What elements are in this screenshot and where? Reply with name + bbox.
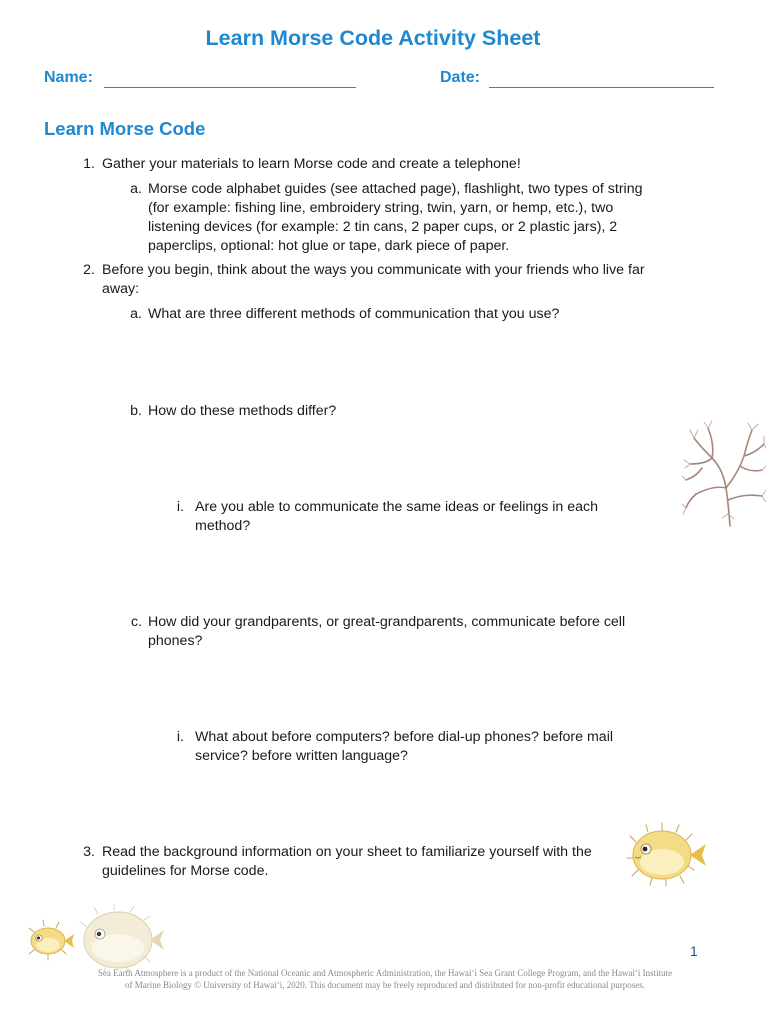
- item-number: 2.: [83, 262, 95, 278]
- coral-illustration: [682, 418, 766, 528]
- date-label: Date:: [440, 69, 481, 86]
- name-label: Name:: [44, 69, 93, 86]
- question-text: What are three different methods of communication that you use?: [148, 306, 560, 322]
- subitem-letter: a.: [130, 181, 142, 197]
- subitem-roman: i.: [176, 499, 184, 515]
- question-text: phones?: [148, 633, 203, 649]
- question-text: How did your grandparents, or great-grandparents, communicate before cell: [148, 614, 626, 630]
- item-number: 3.: [83, 844, 95, 860]
- question-text: service? before written language?: [195, 748, 408, 764]
- item-text: guidelines for Morse code.: [102, 863, 269, 879]
- section-heading: Learn Morse Code: [44, 118, 206, 139]
- item-text: Before you begin, think about the ways you communicate with your friends who live far: [102, 262, 645, 278]
- page-number: 1: [690, 943, 698, 959]
- name-field[interactable]: [104, 87, 356, 88]
- item-text: Gather your materials to learn Morse code and create a telephone!: [102, 156, 521, 172]
- date-field[interactable]: [489, 87, 714, 88]
- question-text: What about before computers? before dial-up phones? before mail: [195, 729, 613, 745]
- item-text: Read the background information on your sheet to familiarize yourself with the: [102, 844, 592, 860]
- subitem-text: listening devices (for example: 2 tin cans, 2 paper cups, or 2 plastic jars), 2: [148, 219, 618, 235]
- page-title: Learn Morse Code Activity Sheet: [205, 26, 541, 50]
- subitem-text: paperclips, optional: hot glue or tape, dark piece of paper.: [148, 238, 510, 254]
- item-text: away:: [102, 281, 140, 297]
- subitem-letter: b.: [130, 403, 142, 419]
- subitem-text: Morse code alphabet guides (see attached page), flashlight, two types of string: [148, 181, 643, 197]
- subitem-letter: c.: [130, 614, 142, 630]
- subitem-roman: i.: [176, 729, 184, 745]
- footer-line: of Marine Biology © University of Hawaiʻi, 2020. This document may be freely reproduced and distributed for non-profit educational purposes.: [124, 980, 646, 990]
- footer-credits: [40, 967, 730, 991]
- question-text: How do these methods differ?: [148, 403, 337, 419]
- question-text: method?: [195, 518, 251, 534]
- pufferfish-pair-icon: [26, 904, 166, 974]
- subitem-text: (for example: fishing line, embroidery string, twin, yarn, or hemp, etc.), two: [148, 200, 614, 216]
- subitem-letter: a.: [130, 306, 142, 322]
- question-text: Are you able to communicate the same ideas or feelings in each: [195, 499, 598, 515]
- footer-line: Sea Earth Atmosphere is a product of the National Oceanic and Atmospheric Administration, the Hawaiʻi Sea Grant College Program, and the Hawaiʻi Institute: [97, 968, 673, 978]
- pufferfish-icon: [624, 822, 708, 886]
- item-number: 1.: [83, 156, 95, 172]
